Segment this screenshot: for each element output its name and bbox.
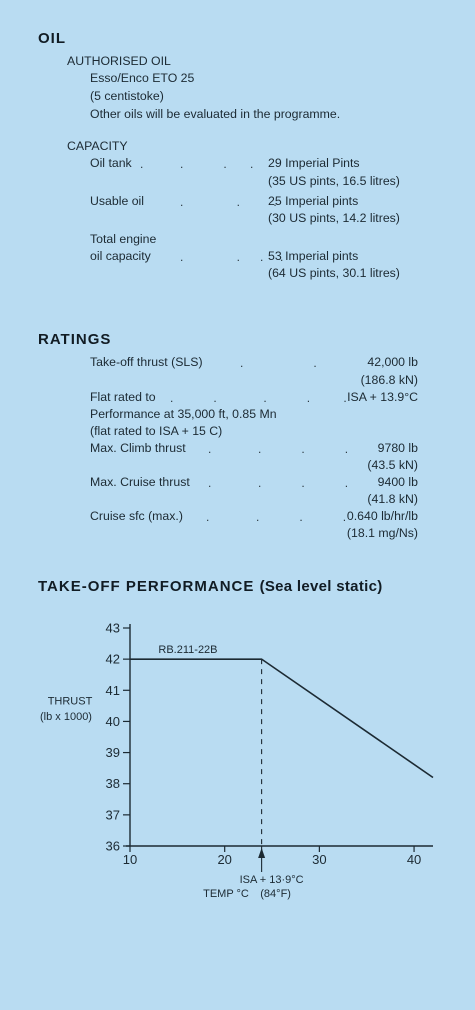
oil-tank-value-metric: (35 US pints, 16.5 litres) — [268, 174, 400, 188]
y-tick-label: 41 — [105, 682, 120, 698]
y-tick-label: 40 — [105, 713, 120, 729]
oil-tank-value: 29 Imperial Pints — [268, 156, 360, 170]
leader-dots: . . . . . — [170, 391, 347, 405]
authorised-oil-label: AUTHORISED OIL — [67, 54, 171, 68]
cruise-sfc-label: Cruise sfc (max.) — [90, 509, 183, 523]
y-tick-label: 42 — [105, 651, 120, 667]
takeoff-thrust-label: Take-off thrust (SLS) — [90, 355, 203, 369]
series-line-rb211-22b — [130, 659, 433, 777]
capacity-label: CAPACITY — [67, 139, 128, 153]
y-tick-label: 39 — [105, 745, 120, 761]
usable-oil-label: Usable oil — [90, 194, 144, 208]
max-climb-value-metric: (43.5 kN) — [367, 458, 418, 472]
y-axis-label: THRUST — [47, 695, 93, 708]
chart-axes — [123, 624, 433, 852]
leader-dots: . . — [240, 356, 317, 370]
leader-dots: . . . . — [206, 510, 347, 524]
performance-heading-title: TAKE-OFF PERFORMANCE — [38, 578, 255, 595]
usable-oil-value-metric: (30 US pints, 14.2 litres) — [268, 211, 400, 225]
takeoff-thrust-value: 42,000 lb — [367, 355, 418, 369]
leader-dots: . . . . — [140, 157, 254, 171]
usable-oil-value: 25 Imperial pints — [268, 194, 359, 208]
cruise-sfc-value-metric: (18.1 mg/Ns) — [346, 526, 418, 540]
performance-altitude-label: Performance at 35,000 ft, 0.85 Mn — [90, 407, 277, 421]
series-label: RB.211-22B — [158, 644, 218, 657]
performance-heading-subtitle: (Sea level static) — [259, 578, 383, 595]
ratings-heading: RATINGS — [38, 331, 112, 348]
y-tick-label: 37 — [105, 807, 120, 823]
y-tick-label: 36 — [105, 838, 120, 854]
max-cruise-label: Max. Cruise thrust — [90, 475, 190, 489]
x-tick-label: 10 — [122, 852, 138, 867]
x-tick-label: 40 — [406, 852, 422, 867]
y-tick-label: 43 — [105, 620, 120, 636]
flat-rated-value: ISA + 13.9°C — [347, 390, 418, 404]
isa-marker-label: ISA + 13·9°C — [239, 874, 304, 886]
takeoff-thrust-value-metric: (186.8 kN) — [360, 373, 418, 387]
oil-heading: OIL — [38, 30, 66, 47]
total-oil-label-2: oil capacity — [90, 249, 151, 263]
leader-dots: . . . . — [208, 476, 349, 490]
flat-rated-label: Flat rated to — [90, 390, 156, 404]
total-oil-value: 53 Imperial pints — [268, 249, 359, 263]
y-axis-label-unit: (lb x 1000) — [40, 710, 92, 723]
isa-marker-label-f: (84°F) — [260, 888, 291, 900]
x-axis-label: TEMP °C — [203, 888, 249, 900]
authorised-oil-line-2: (5 centistoke) — [90, 89, 164, 103]
chart-marks — [130, 659, 433, 872]
leader-dots: . . . — [180, 195, 277, 209]
authorised-oil-line-1: Esso/Enco ETO 25 — [90, 71, 195, 85]
chart-labels — [40, 621, 421, 901]
leader-dots: . . . . — [180, 250, 284, 264]
max-climb-label: Max. Climb thrust — [90, 441, 186, 455]
max-cruise-value: 9400 lb — [377, 475, 418, 489]
authorised-oil-line-3: Other oils will be evaluated in the programme. — [90, 107, 341, 121]
y-tick-label: 38 — [105, 776, 120, 792]
performance-flat-rating-label: (flat rated to ISA + 15 C) — [90, 424, 223, 438]
oil-tank-label: Oil tank — [90, 156, 132, 170]
total-oil-value-metric: (64 US pints, 30.1 litres) — [268, 266, 400, 280]
cruise-sfc-value: 0.640 lb/hr/lb — [346, 509, 418, 523]
max-climb-value: 9780 lb — [377, 441, 418, 455]
x-tick-label: 30 — [312, 852, 327, 867]
x-tick-label: 20 — [217, 852, 232, 867]
leader-dots: . . . . — [208, 442, 349, 456]
max-cruise-value-metric: (41.8 kN) — [367, 492, 418, 506]
total-oil-label: Total engine — [90, 232, 157, 246]
